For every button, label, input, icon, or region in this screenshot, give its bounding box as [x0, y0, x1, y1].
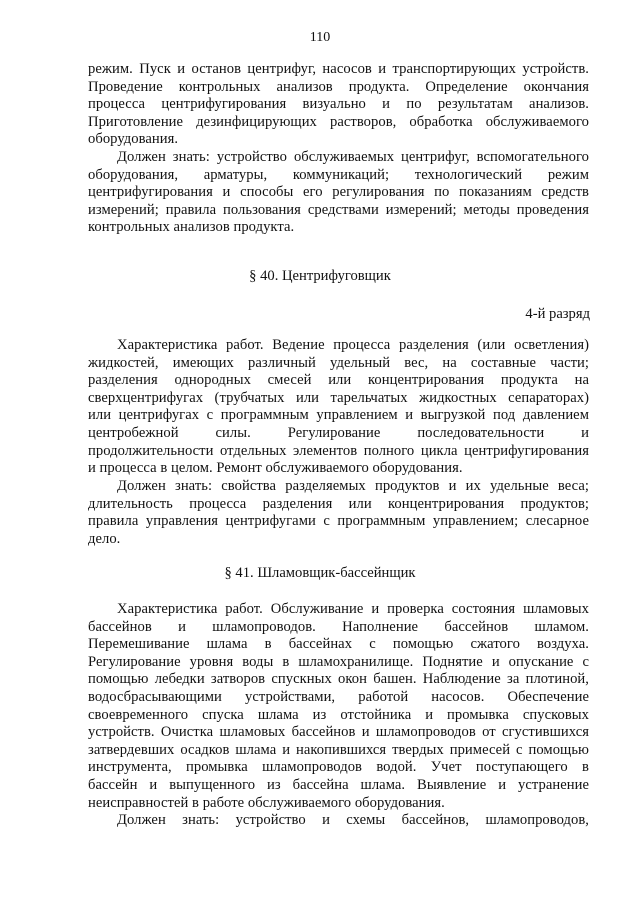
text-line: устройств. Очистка шламовых бассейнов и шламопроводов от сгустившихся — [88, 724, 589, 741]
text-line: бассейн и выпущенного из бассейна шлама. Выявление и устранение — [88, 776, 589, 793]
text-line: режим. Пуск и останов центрифуг, насосов и транспортирующих устройств. — [88, 61, 589, 77]
text-line: измерений; правила пользования средствами измерений; методы проведения — [88, 201, 589, 218]
text-line: Должен знать: устройство обслуживаемых центрифуг, вспомогательного — [117, 149, 589, 165]
text-line: и процесса в целом. Ремонт обслуживаемого оборудования. — [88, 460, 463, 477]
text-line: неисправностей в работе обслуживаемого оборудования. — [88, 794, 445, 811]
text-line: продолжительности отдельных элементов полного цикла центрифугирования — [88, 442, 589, 459]
text-line: Характеристика работ. Обслуживание и проверка состояния шламовых — [117, 601, 589, 617]
continuation-paragraph — [88, 61, 589, 149]
section-40-rank: 4-й разряд — [525, 306, 590, 322]
text-line: Регулирование уровня воды в шламохранилище. Поднятие и опускание с — [88, 653, 589, 670]
text-line: помощью лебедки затворов спускных окон башен. Наблюдение за плотиной, — [88, 671, 589, 688]
text-line: Должен знать: свойства разделяемых продуктов и их удельные веса; — [117, 478, 589, 494]
characteristic-paragraph-40 — [88, 337, 589, 478]
text-line: контрольных анализов продукта. — [88, 219, 295, 236]
text-line: оборудования. — [88, 131, 179, 148]
text-line: Приготовление дезинфицирующих растворов, обработка обслуживаемого — [88, 113, 589, 130]
text-line: центрифугирования и способы его регулирования по показаниям средств — [88, 184, 589, 201]
text-line: или центрифугах с программным управлением и выгрузкой под давлением — [88, 407, 589, 424]
text-line: сверхцентрифугах (трубчатых или тарельчатых жидкостных сепараторах) — [88, 389, 589, 406]
text-line: центробежной силы. Регулирование последовательности и — [88, 424, 589, 441]
text-line: процесса центрифугирования визуально и по результатам анализов. — [88, 96, 589, 113]
text-line: бассейнов и шламопроводов. Наполнение бассейнов шламом. — [88, 618, 589, 635]
characteristic-paragraph-41 — [88, 601, 589, 812]
text-line: инструмента, промывка шламопроводов водой. Учет поступающего в — [88, 759, 589, 776]
knowledge-paragraph-40 — [88, 478, 589, 548]
text-line: своевременного спуска шлама из отстойника и промывка спусковых — [88, 706, 589, 723]
page-number: 110 — [309, 30, 331, 45]
text-line: разделения однородных смесей или концентрирования продукта на — [88, 372, 589, 389]
knowledge-paragraph-39 — [88, 149, 589, 237]
text-line: правила управления центрифугами с программным управлением; слесарное — [88, 513, 589, 530]
text-line: оборудования, арматуры, коммуникаций; технологический режим — [88, 166, 589, 183]
text-line: затвердевших осадков шлама и накопившихся твердых примесей с помощью — [88, 741, 589, 758]
section-40-title: § 40. Центрифуговщик — [249, 268, 391, 284]
text-line: Характеристика работ. Ведение процесса разделения (или осветления) — [117, 337, 589, 353]
text-line: дело. — [88, 530, 121, 547]
knowledge-paragraph-41 — [88, 812, 589, 830]
text-line: длительность процесса разделения или концентрирования продуктов; — [88, 495, 589, 512]
text-line: водосбрасывающими устройствами, работой насосов. Обеспечение — [88, 688, 589, 705]
text-line: Должен знать: устройство и схемы бассейнов, шламопроводов, — [117, 812, 589, 828]
text-line: жидкостей, имеющих различный удельный вес, на составные части; — [88, 354, 589, 371]
section-41-title: § 41. Шламовщик-бассейнщик — [224, 565, 416, 581]
text-line: Перемешивание шлама в бассейнах с помощью сжатого воздуха. — [88, 636, 589, 653]
text-line: Проведение контрольных анализов продукта. Определение окончания — [88, 78, 589, 95]
